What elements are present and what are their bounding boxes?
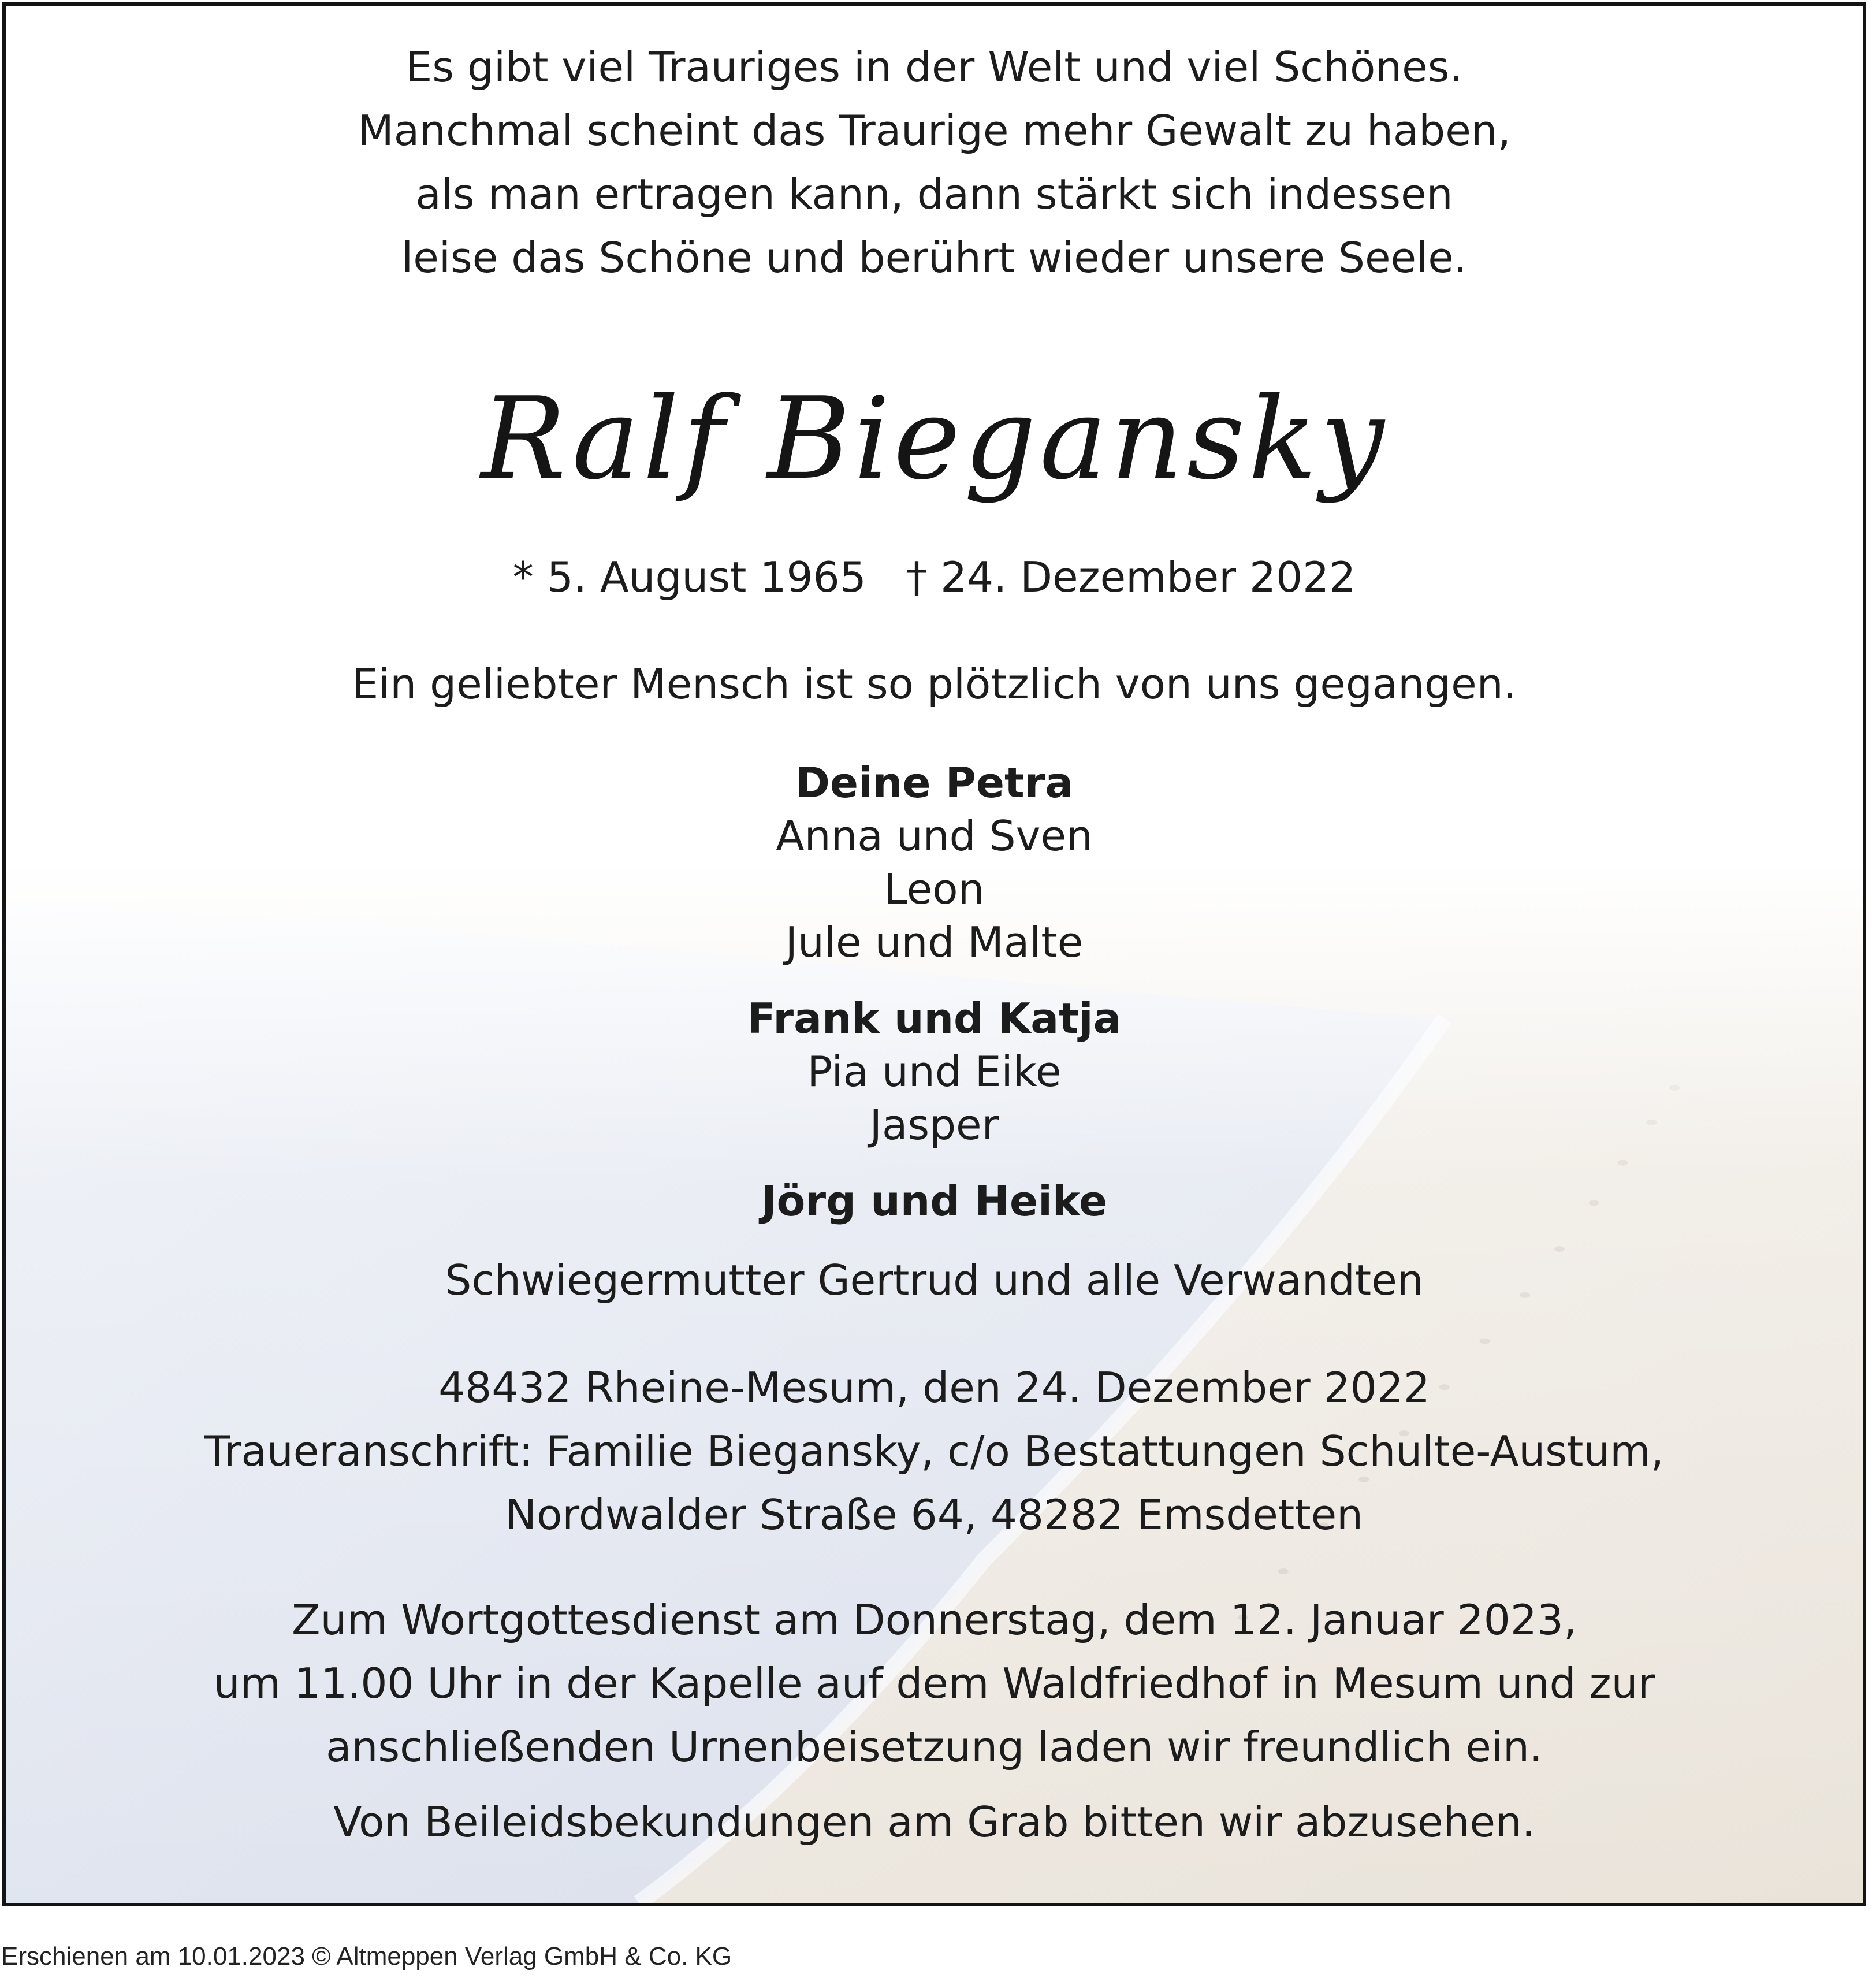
- closing-block: [6, 1791, 1863, 1854]
- mourner-line: Leon: [884, 865, 985, 914]
- address-line: Traueranschrift: Familie Biegansky, c/o Bestattungen Schulte-Austum,: [204, 1427, 1664, 1476]
- obituary-frame: [2, 2, 1866, 1906]
- intro-block: [6, 653, 1863, 716]
- address-block: [6, 1356, 1863, 1547]
- deceased-name: Ralf Biegansky: [481, 373, 1388, 505]
- poem: [6, 36, 1863, 290]
- mourners-group-3: [6, 1175, 1863, 1228]
- address-line: 48432 Rheine-Mesum, den 24. Dezember 2022: [438, 1364, 1430, 1412]
- poem-line: Es gibt viel Trauriges in der Welt und viel Schönes.: [405, 43, 1463, 92]
- deceased-name-block: [6, 375, 1863, 503]
- mourner-line: Jasper: [869, 1101, 999, 1150]
- poem-line: als man ertragen kann, dann stärkt sich indessen: [415, 170, 1453, 219]
- service-line: Zum Wortgottesdienst am Donnerstag, dem 12. Januar 2023,: [292, 1596, 1577, 1645]
- mourner-line: Pia und Eike: [807, 1048, 1062, 1096]
- service-block: [6, 1589, 1863, 1779]
- mourner-head: Frank und Katja: [747, 995, 1122, 1043]
- mourner-head: Jörg und Heike: [761, 1177, 1108, 1226]
- mourners-group-2: [6, 992, 1863, 1152]
- mourner-line: Jule und Malte: [785, 919, 1084, 967]
- publication-footer: Erschienen am 10.01.2023 © Altmeppen Verlag GmbH & Co. KG: [1, 1942, 732, 1970]
- mourner-head: Deine Petra: [795, 759, 1074, 808]
- relatives-block: [6, 1249, 1863, 1313]
- poem-line: leise das Schöne und berührt wieder unsere Seele.: [401, 234, 1467, 282]
- service-line: anschließenden Urnenbeisetzung laden wir freundlich ein.: [326, 1723, 1543, 1772]
- mourner-line: Anna und Sven: [776, 812, 1093, 861]
- life-dates: * 5. August 1965 † 24. Dezember 2022: [512, 553, 1356, 602]
- address-line: Nordwalder Straße 64, 48282 Emsdetten: [505, 1491, 1364, 1540]
- relatives-text: Schwiegermutter Gertrud und alle Verwandten: [445, 1256, 1424, 1305]
- poem-line: Manchmal scheint das Traurige mehr Gewalt zu haben,: [358, 107, 1511, 155]
- intro-text: Ein geliebter Mensch ist so plötzlich von uns gegangen.: [352, 660, 1517, 709]
- mourners-group-1: [6, 757, 1863, 969]
- service-line: um 11.00 Uhr in der Kapelle auf dem Waldfriedhof in Mesum und zur: [213, 1660, 1655, 1708]
- life-dates-block: [6, 546, 1863, 609]
- closing-text: Von Beileidsbekundungen am Grab bitten wir abzusehen.: [333, 1798, 1535, 1847]
